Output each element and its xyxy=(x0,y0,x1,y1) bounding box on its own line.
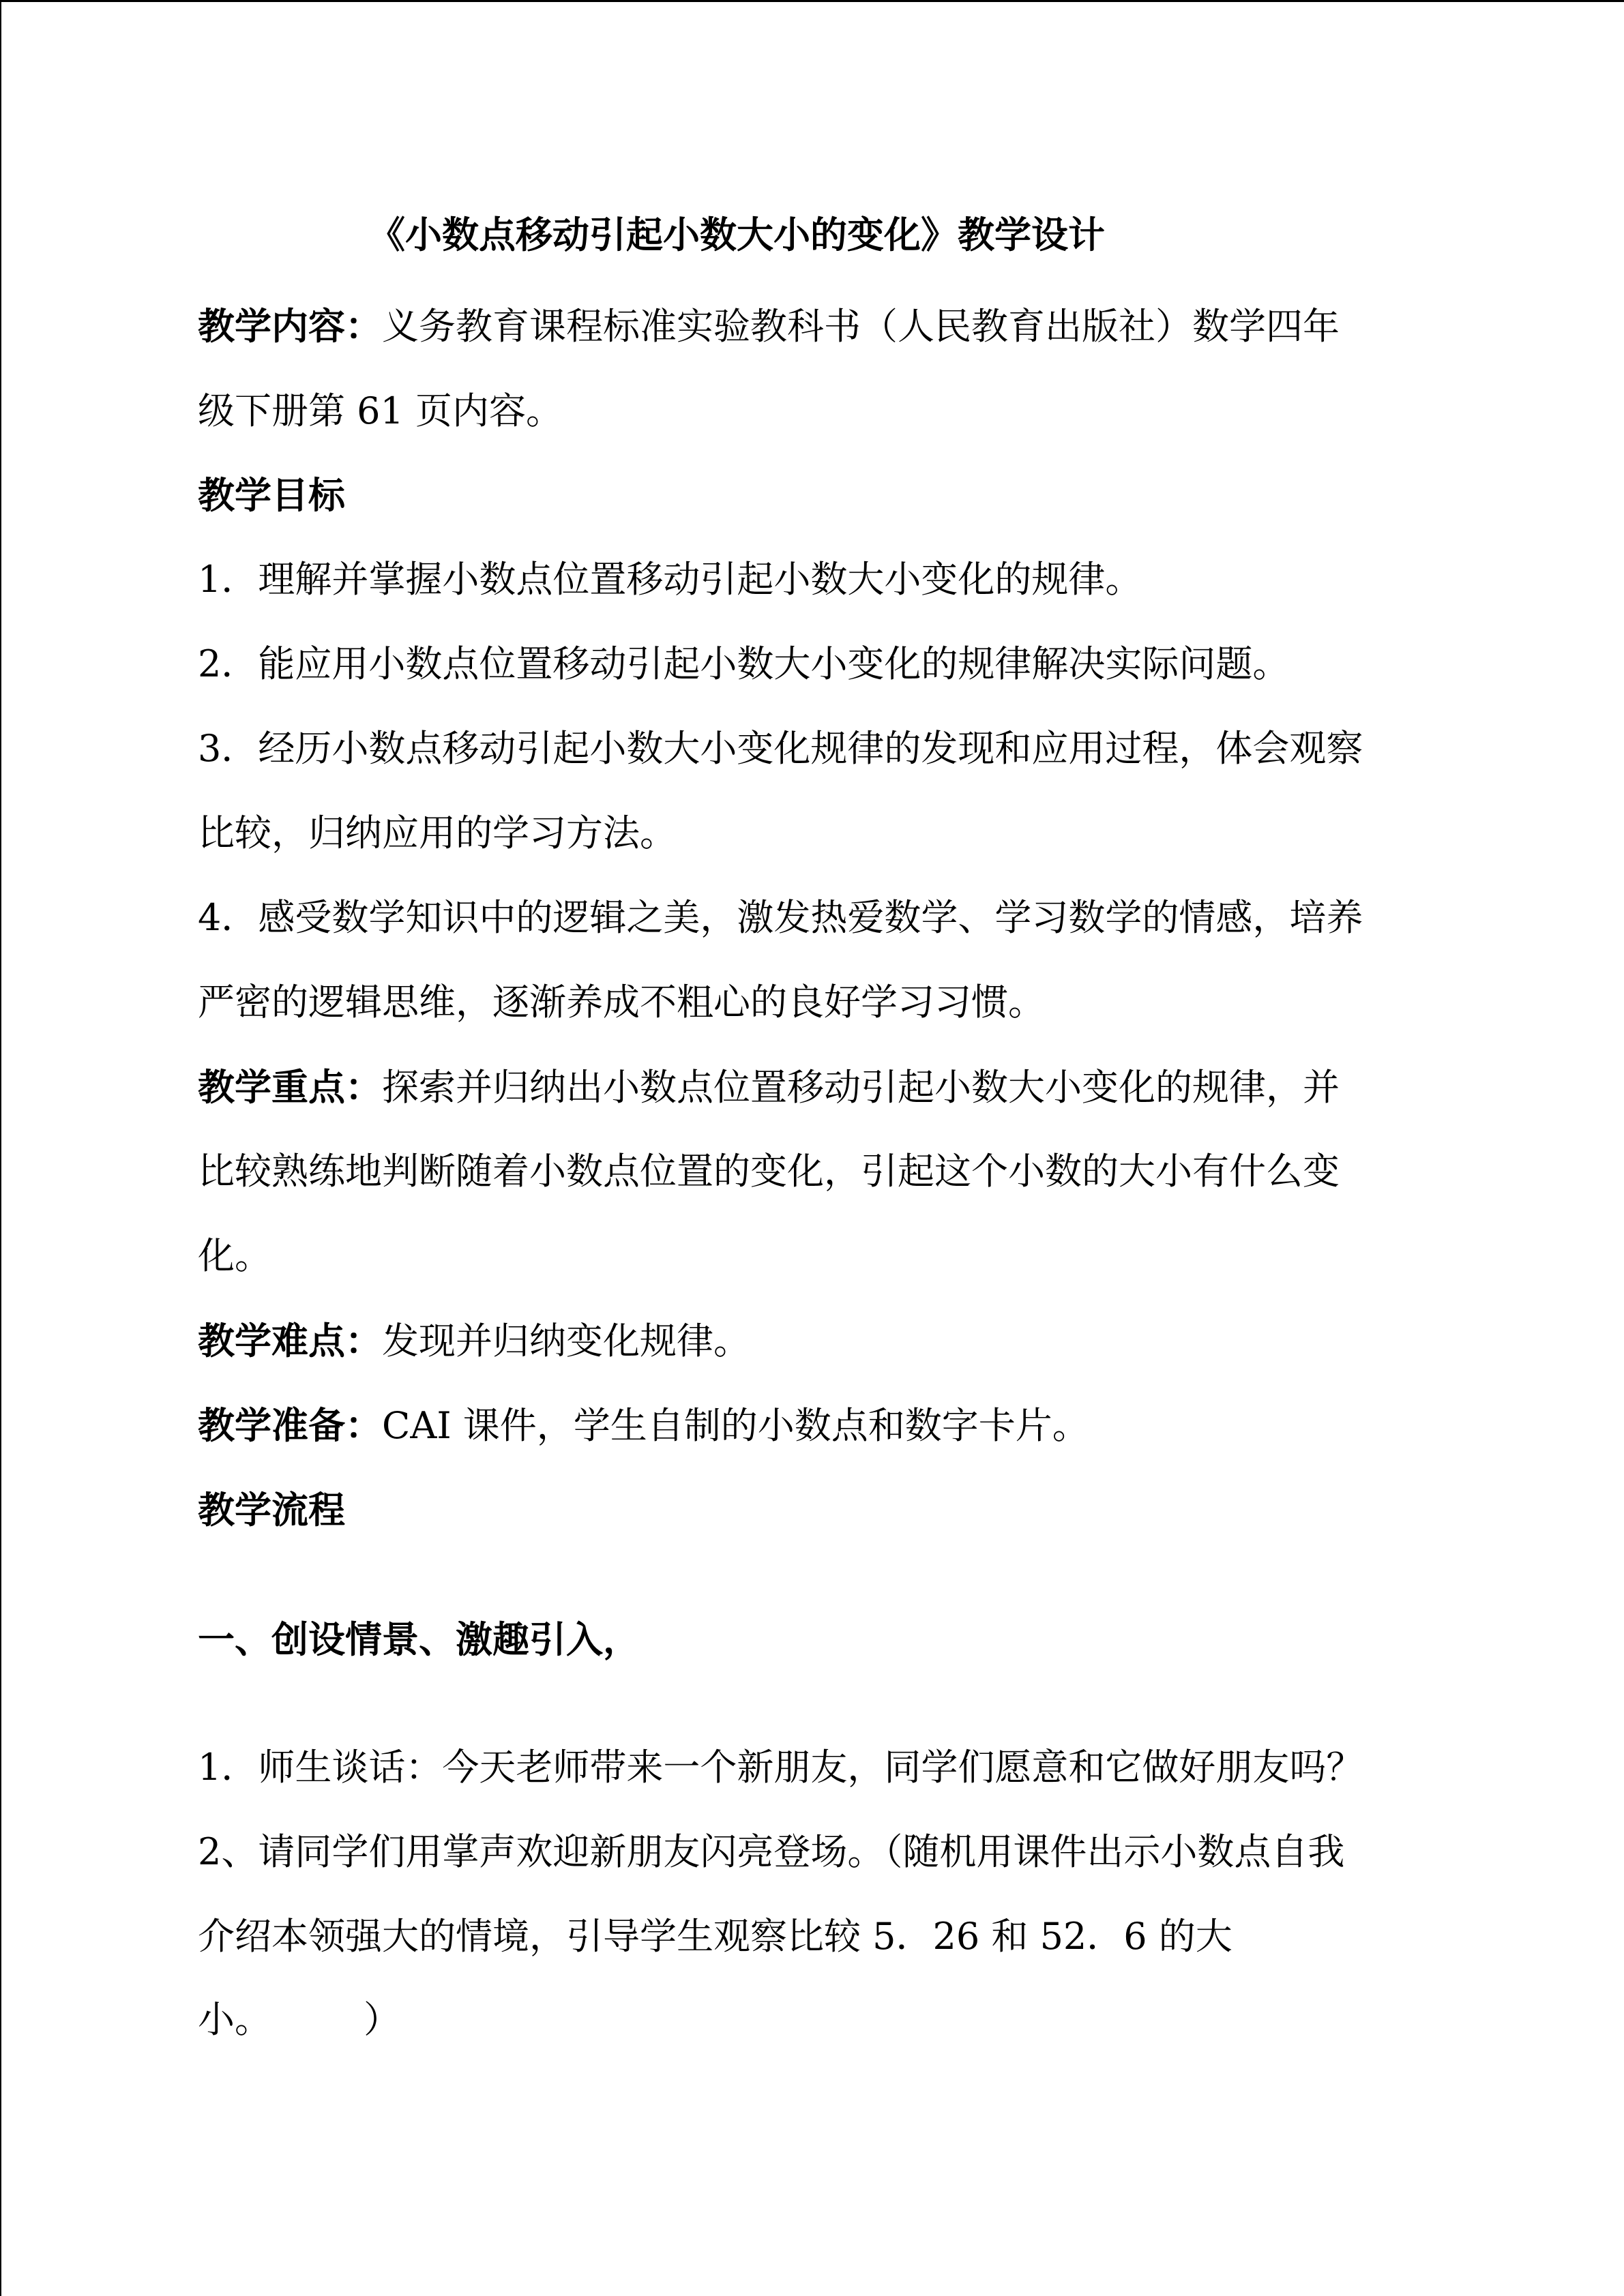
preparation-line xyxy=(198,1403,1089,1448)
preparation-text: CAI 课件，学生自制的小数点和数字卡片。 xyxy=(382,1404,1089,1447)
objectives-heading: 教学目标 xyxy=(198,473,345,517)
process-step-2-line-3: 小。 ） xyxy=(198,1998,400,2041)
process-step-1: 1．师生谈话：今天老师带来一个新朋友，同学们愿意和它做好朋友吗？ xyxy=(198,1746,1363,1789)
process-step-2-line-1: 2、请同学们用掌声欢迎新朋友闪亮登场。（随机用课件出示小数点自我 xyxy=(198,1830,1345,1873)
content-text-1: 义务教育课程标准实验教科书（人民教育出版社）数学四年 xyxy=(382,305,1340,348)
page-top-border xyxy=(0,0,1624,2)
content-line-2: 级下册第 61 页内容。 xyxy=(198,389,563,432)
objective-item-4-line-2: 严密的逻辑思维，逐渐养成不粗心的良好学习习惯。 xyxy=(198,981,1045,1024)
difficulty-text: 发现并归纳变化规律。 xyxy=(382,1320,750,1362)
key-point-line-1 xyxy=(198,1065,1340,1109)
key-point-line-2: 比较熟练地判断随着小数点位置的变化，引起这个小数的大小有什么变 xyxy=(198,1150,1340,1193)
objective-item-4-line-1: 4．感受数学知识中的逻辑之美，激发热爱数学、学习数学的情感，培养 xyxy=(198,896,1363,939)
page-left-border xyxy=(0,0,1,2296)
content-line-1 xyxy=(198,304,1340,348)
objective-item-1: 1．理解并掌握小数点位置移动引起小数大小变化的规律。 xyxy=(198,558,1142,601)
process-step-2-line-2: 介绍本领强大的情境，引导学生观察比较 5．26 和 52．6 的大 xyxy=(198,1915,1232,1958)
key-point-label: 教学重点： xyxy=(198,1065,382,1109)
section-1-heading: 一、创设情景、激趣引入， xyxy=(198,1617,640,1661)
content-label: 教学内容： xyxy=(198,304,382,348)
difficulty-label: 教学难点： xyxy=(198,1319,382,1362)
process-heading: 教学流程 xyxy=(198,1488,345,1532)
difficulty-line xyxy=(198,1319,750,1363)
objective-item-3-line-1: 3．经历小数点移动引起小数大小变化规律的发现和应用过程，体会观察 xyxy=(198,727,1363,770)
objective-item-2: 2．能应用小数点位置移动引起小数大小变化的规律解决实际问题。 xyxy=(198,642,1290,685)
preparation-label: 教学准备： xyxy=(198,1403,382,1447)
key-point-line-3: 化。 xyxy=(198,1234,271,1277)
key-point-text-1: 探索并归纳出小数点位置移动引起小数大小变化的规律，并 xyxy=(382,1066,1340,1109)
objective-item-3-line-2: 比较，归纳应用的学习方法。 xyxy=(198,811,677,854)
document-title: 《小数点移动引起小数大小的变化》教学设计 xyxy=(368,213,1105,256)
